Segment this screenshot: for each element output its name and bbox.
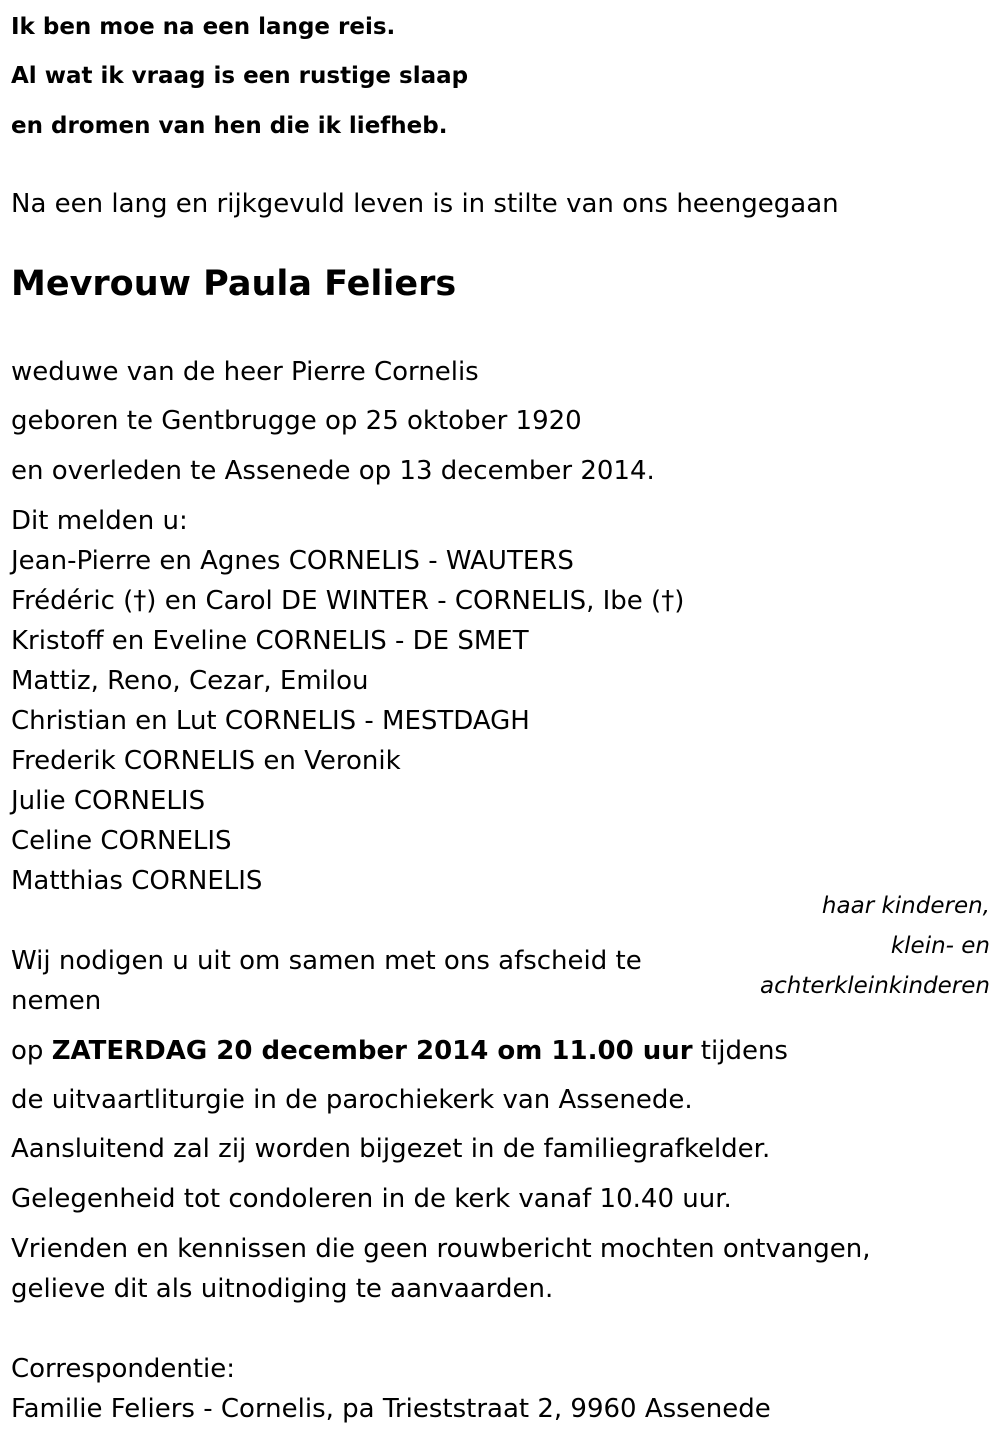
ceremony-detail-line: Gelegenheid tot condoleren in de kerk vanaf 10.40 uur. <box>11 1184 732 1214</box>
relation-note-line: achterkleinkinderen <box>760 973 990 999</box>
ceremony-detail-line: de uitvaartliturgie in de parochiekerk van Assenede. <box>11 1085 693 1115</box>
ceremony-detail-line: Aansluitend zal zij worden bijgezet in de familiegrafkelder. <box>11 1134 771 1164</box>
family-line: Julie CORNELIS <box>11 786 206 816</box>
ceremony-line <box>11 1036 788 1066</box>
family-line: Jean-Pierre en Agnes CORNELIS - WAUTERS <box>11 546 574 576</box>
ceremony-suffix: tijdens <box>692 1036 788 1066</box>
born-line: geboren te Gentbrugge op 25 oktober 1920 <box>11 406 582 436</box>
family-line: Kristoff en Eveline CORNELIS - DE SMET <box>11 626 529 656</box>
ceremony-detail-line: gelieve dit als uitnodiging te aanvaarden. <box>11 1274 554 1304</box>
family-line: Matthias CORNELIS <box>11 866 263 896</box>
died-line: en overleden te Assenede op 13 december 2014. <box>11 456 655 486</box>
intro-text: Na een lang en rijkgevuld leven is in stilte van ons heengegaan <box>11 189 839 219</box>
invitation-line-2: nemen <box>11 986 102 1016</box>
ceremony-date-time: ZATERDAG 20 december 2014 om 11.00 uur <box>51 1036 693 1066</box>
relation-note-line: haar kinderen, <box>821 893 990 919</box>
family-line: Frederik CORNELIS en Veronik <box>11 746 401 776</box>
correspondence-label: Correspondentie: <box>11 1354 235 1384</box>
relation-note <box>760 893 990 999</box>
ceremony-detail-line: Vrienden en kennissen die geen rouwbericht mochten ontvangen, <box>11 1234 871 1264</box>
family-line: Mattiz, Reno, Cezar, Emilou <box>11 666 369 696</box>
relation-note-line: klein- en <box>890 933 990 959</box>
ceremony-prefix: op <box>11 1036 52 1066</box>
poem-line-1: Ik ben moe na een lange reis. <box>11 14 396 40</box>
family-line: Christian en Lut CORNELIS - MESTDAGH <box>11 706 530 736</box>
invitation-line-1: Wij nodigen u uit om samen met ons afscheid te <box>11 946 642 976</box>
poem-line-3: en dromen van hen die ik liefheb. <box>11 113 448 139</box>
family-line: Frédéric (†) en Carol DE WINTER - CORNELIS, Ibe (†) <box>11 586 685 616</box>
poem-line-2: Al wat ik vraag is een rustige slaap <box>11 63 469 89</box>
deceased-name: Mevrouw Paula Feliers <box>11 264 457 304</box>
announcers-intro: Dit melden u: <box>11 506 188 536</box>
correspondence-address: Familie Feliers - Cornelis, pa Trieststraat 2, 9960 Assenede <box>11 1394 771 1424</box>
widow-of-line: weduwe van de heer Pierre Cornelis <box>11 357 479 387</box>
family-line: Celine CORNELIS <box>11 826 232 856</box>
